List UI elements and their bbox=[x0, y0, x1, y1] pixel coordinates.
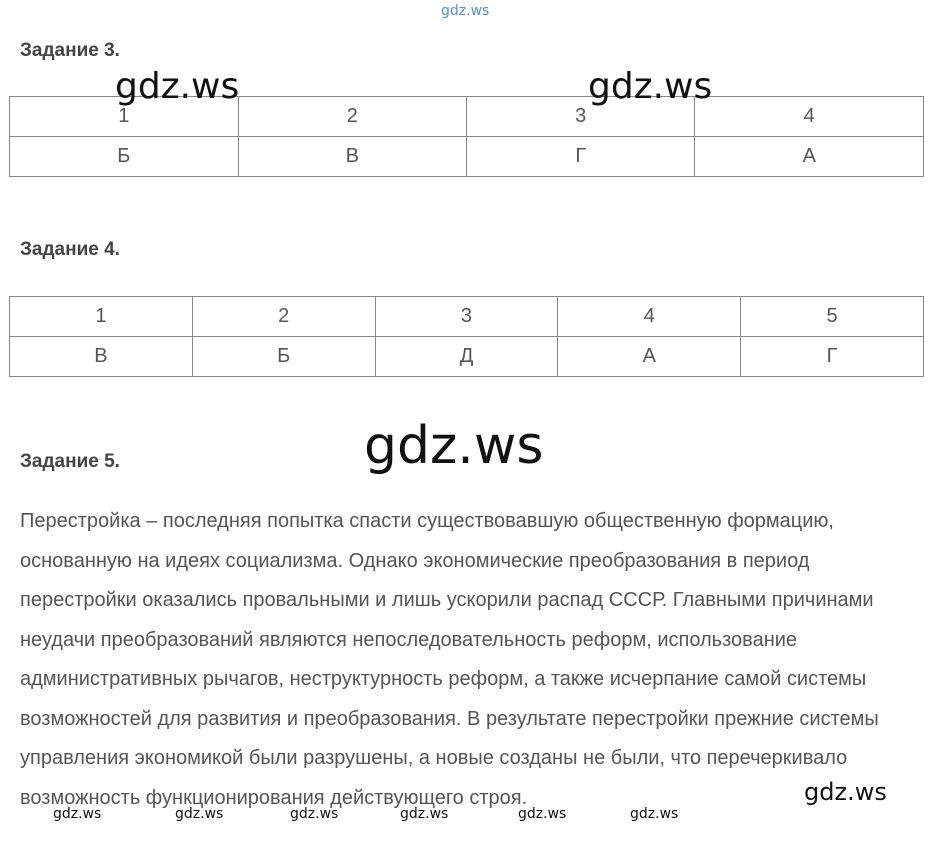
task4-header-3: 3 bbox=[375, 297, 558, 337]
watermark-small: gdz.ws bbox=[400, 806, 449, 822]
watermark-right: gdz.ws bbox=[804, 778, 887, 806]
table-row bbox=[10, 137, 924, 177]
task5-heading: Задание 5. bbox=[20, 451, 120, 472]
task4-header-4: 4 bbox=[558, 297, 741, 337]
watermark-small: gdz.ws bbox=[53, 806, 102, 822]
watermark-small: gdz.ws bbox=[630, 806, 679, 822]
task3-header-4: 4 bbox=[695, 97, 924, 137]
watermark-top: gdz.ws bbox=[441, 3, 490, 19]
task4-heading: Задание 4. bbox=[20, 239, 120, 260]
task4-header-1: 1 bbox=[10, 297, 193, 337]
watermark-small: gdz.ws bbox=[175, 806, 224, 822]
task3-header-3: 3 bbox=[467, 97, 695, 137]
table-row bbox=[10, 337, 924, 377]
task4-answer-3: Д bbox=[375, 337, 558, 377]
task3-table bbox=[9, 96, 924, 177]
task4-answer-4: А bbox=[558, 337, 741, 377]
watermark-big-right: gdz.ws bbox=[588, 66, 713, 107]
task3-answer-4: А bbox=[695, 137, 924, 177]
watermark-big-left: gdz.ws bbox=[115, 66, 240, 107]
task3-heading: Задание 3. bbox=[20, 40, 120, 61]
watermark-small: gdz.ws bbox=[290, 806, 339, 822]
task5-paragraph: Перестройка – последняя попытка спасти существовавшую общественную формацию, основанную на идеях социализма. Однако экономические преобразования в период перестройки оказались провальными и лишь ускорили распад СССР. Главными причинами неудачи преобразований являются непоследовательность реформ, использование административных рычагов, неструктурность реформ, а также исчерпание самой системы возможностей для развития и преобразования. В результате перестройки прежние системы управления экономикой были разрушены, а новые созданы не были, что перечеркивало возможность функционирования действующего строя. bbox=[20, 510, 879, 809]
task3-answer-2: В bbox=[238, 137, 467, 177]
task4-answer-1: В bbox=[10, 337, 193, 377]
task4-header-5: 5 bbox=[741, 297, 924, 337]
table-row bbox=[10, 297, 924, 337]
task4-answer-5: Г bbox=[741, 337, 924, 377]
task4-answer-2: Б bbox=[192, 337, 375, 377]
task3-answer-3: Г bbox=[467, 137, 695, 177]
task4-table bbox=[9, 296, 924, 377]
watermark-center: gdz.ws bbox=[364, 416, 544, 476]
task3-header-1: 1 bbox=[10, 97, 239, 137]
task3-header-2: 2 bbox=[238, 97, 467, 137]
watermark-small: gdz.ws bbox=[518, 806, 567, 822]
task4-header-2: 2 bbox=[192, 297, 375, 337]
task3-answer-1: Б bbox=[10, 137, 239, 177]
